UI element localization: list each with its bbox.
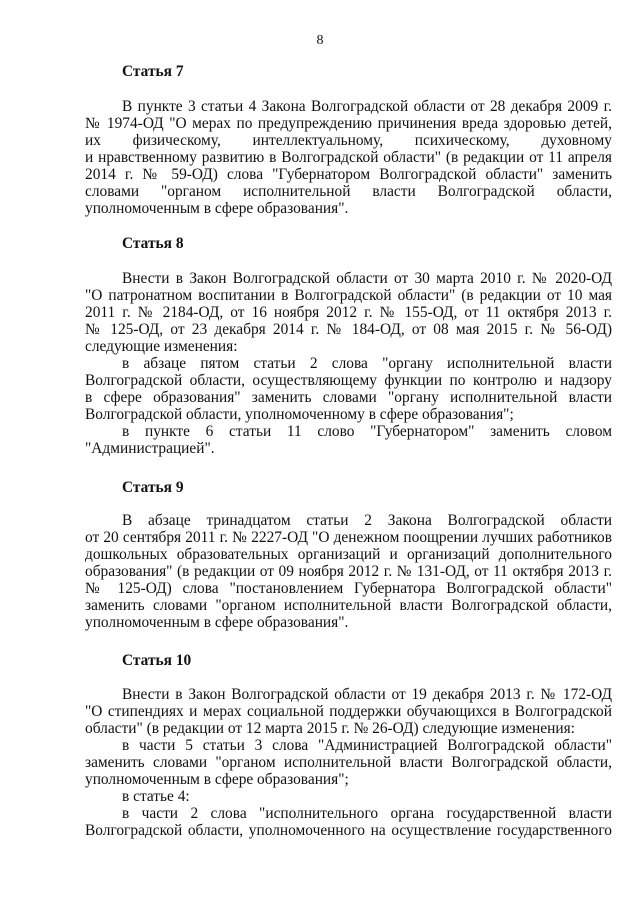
paragraph-line: в сфере образования" заменить словами "органу исполнительной власти: [85, 389, 612, 406]
paragraph-line: в статье 4:: [122, 788, 190, 805]
paragraph-line: в части 5 статьи 3 слова "Администрацией Волгоградской области": [122, 737, 612, 754]
paragraph-line: в пункте 6 статьи 11 слово "Губернатором" заменить словом: [122, 423, 612, 440]
paragraph-line: следующие изменения:: [85, 338, 238, 355]
paragraph-line: уполномоченным в сфере образования".: [85, 200, 349, 217]
article-7-heading: Статья 7: [122, 63, 184, 80]
paragraph-line: В абзаце тринадцатом статьи 2 Закона Волгоградской области: [122, 512, 612, 529]
paragraph-line: № 1974-ОД "О мерах по предупреждению причинения вреда здоровью детей,: [85, 115, 612, 132]
paragraph-line: и нравственному развитию в Волгоградской области" (в редакции от 11 апреля: [85, 149, 612, 166]
paragraph-line: словами "органом исполнительной власти Волгоградской области,: [85, 183, 612, 200]
paragraph-line: № 125-ОД) слова "постановлением Губернатора Волгоградской области": [85, 580, 612, 597]
paragraph-line: образования" (в редакции от 09 ноября 2012 г. № 131-ОД, от 11 октября 2013 г.: [85, 563, 612, 580]
article-10-heading: Статья 10: [122, 652, 192, 669]
paragraph-line: 2014 г. № 59-ОД) слова "Губернатором Волгоградской области" заменить: [85, 166, 612, 183]
paragraph-line: Внести в Закон Волгоградской области от 19 декабря 2013 г. № 172-ОД: [122, 686, 612, 703]
paragraph-line: "О стипендиях и мерах социальной поддержки обучающихся в Волгоградской: [85, 703, 612, 720]
paragraph-line: "Администрацией".: [85, 440, 215, 457]
paragraph-line: области" (в редакции от 12 марта 2015 г. № 26-ОД) следующие изменения:: [85, 720, 575, 737]
paragraph-line: заменить словами "органом исполнительной власти Волгоградской области,: [85, 597, 612, 614]
page-number: 8: [316, 33, 324, 48]
paragraph-line: уполномоченным в сфере образования";: [85, 771, 349, 788]
paragraph-line: Волгоградской области, осуществляющему функции по контролю и надзору: [85, 372, 612, 389]
paragraph-line: 2011 г. № 2184-ОД, от 16 ноября 2012 г. № 155-ОД, от 11 октября 2013 г.: [85, 304, 612, 321]
paragraph-line: Волгоградской области, уполномоченного на осуществление государственного: [85, 822, 612, 839]
paragraph-line: В пункте 3 статьи 4 Закона Волгоградской области от 28 декабря 2009 г.: [122, 98, 612, 115]
article-8-heading: Статья 8: [122, 235, 184, 252]
paragraph-line: дошкольных образовательных организаций и организаций дополнительного: [85, 546, 612, 563]
paragraph-line: уполномоченным в сфере образования".: [85, 614, 349, 631]
paragraph-line: Волгоградской области, уполномоченному в сфере образования";: [85, 406, 514, 423]
paragraph-line: заменить словами "органом исполнительной власти Волгоградской области,: [85, 754, 612, 771]
paragraph-line: "О патронатном воспитании в Волгоградской области" (в редакции от 10 мая: [85, 287, 612, 304]
paragraph-line: их физическому, интеллектуальному, психическому, духовному: [85, 132, 612, 149]
article-9-heading: Статья 9: [122, 479, 184, 496]
paragraph-line: от 20 сентября 2011 г. № 2227-ОД "О денежном поощрении лучших работников: [85, 529, 612, 546]
paragraph-line: № 125-ОД, от 23 декабря 2014 г. № 184-ОД, от 08 мая 2015 г. № 56-ОД): [85, 321, 612, 338]
paragraph-line: в части 2 слова "исполнительного органа государственной власти: [122, 805, 612, 822]
paragraph-line: в абзаце пятом статьи 2 слова "органу исполнительной власти: [122, 355, 612, 372]
paragraph-line: Внести в Закон Волгоградской области от 30 марта 2010 г. № 2020-ОД: [122, 270, 612, 287]
